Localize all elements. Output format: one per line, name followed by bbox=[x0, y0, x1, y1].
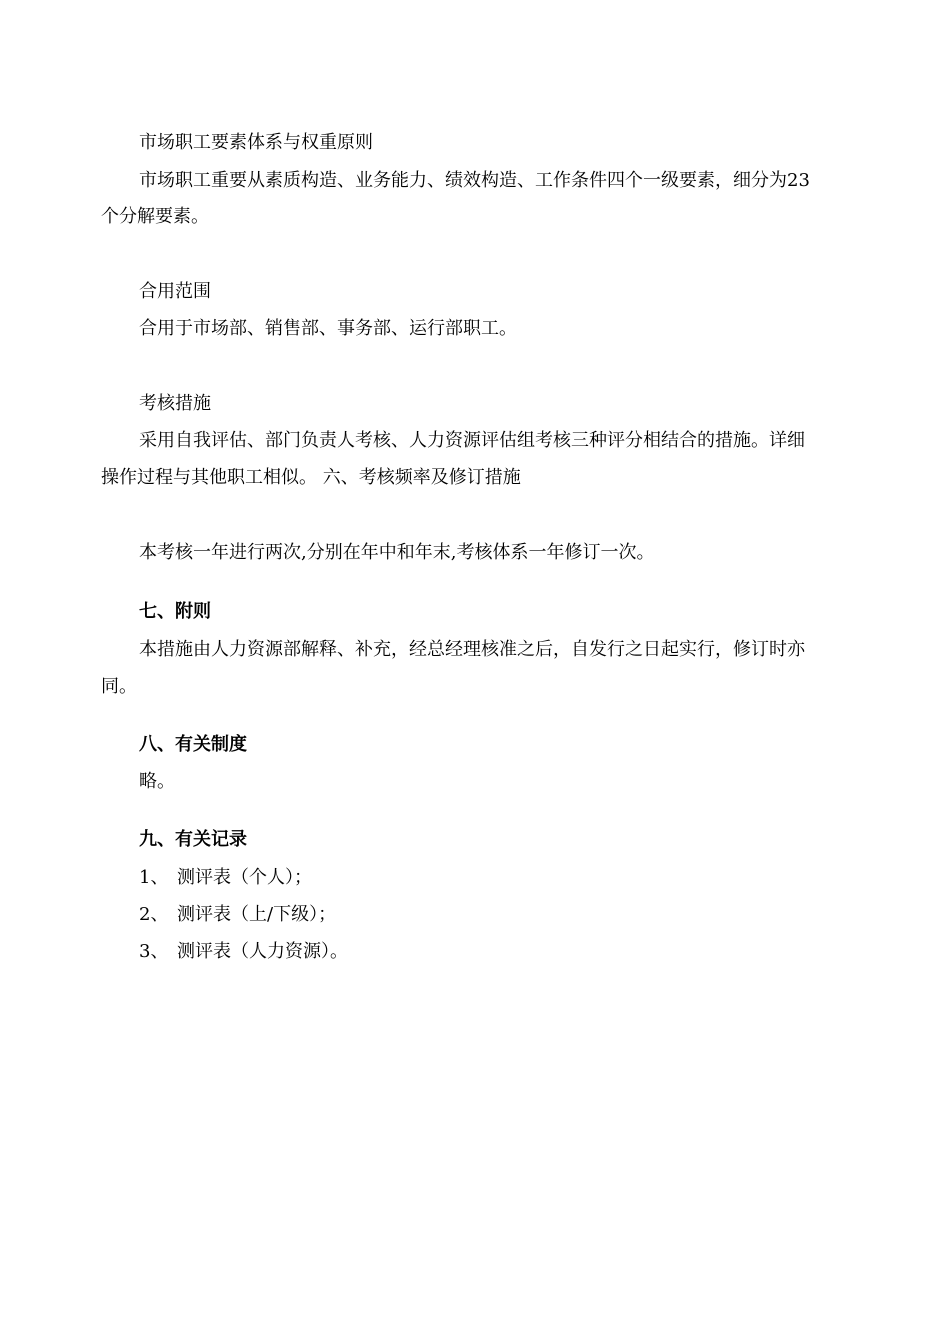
list-item bbox=[139, 866, 859, 890]
section-title-records: 九、有关记录 bbox=[139, 829, 247, 850]
list-item bbox=[139, 940, 859, 964]
paragraph-rules: 略。 bbox=[139, 771, 175, 792]
section-title-market: 市场职工要素体系与权重原则 bbox=[139, 132, 373, 153]
list-item-number: 1、 bbox=[139, 867, 169, 888]
paragraph-frequency: 本考核一年进行两次,分别在年中和年末,考核体系一年修订一次。 bbox=[139, 542, 655, 563]
list-item bbox=[139, 903, 859, 927]
list-item-number: 2、 bbox=[139, 904, 169, 925]
paragraph-market-1: 市场职工重要从素质构造、业务能力、绩效构造、工作条件四个一级要素，细分为23 bbox=[139, 170, 810, 191]
section-title-rules: 八、有关制度 bbox=[139, 734, 247, 755]
paragraph-method-1: 采用自我评估、部门负责人考核、人力资源评估组考核三种评分相结合的措施。详细 bbox=[139, 430, 805, 451]
section-title-appendix: 七、附则 bbox=[139, 601, 211, 622]
list-item-text: 测评表（人力资源）。 bbox=[177, 941, 348, 962]
list-item-text: 测评表（上/下级）； bbox=[177, 904, 337, 925]
section-title-method: 考核措施 bbox=[139, 393, 211, 414]
paragraph-market-2: 个分解要素。 bbox=[101, 206, 209, 227]
list-item-text: 测评表（个人）； bbox=[177, 867, 312, 888]
paragraph-method-2: 操作过程与其他职工相似。 六、考核频率及修订措施 bbox=[101, 467, 521, 488]
section-title-scope: 合用范围 bbox=[139, 281, 211, 302]
paragraph-appendix-1: 本措施由人力资源部解释、补充，经总经理核准之后，自发行之日起实行，修订时亦 bbox=[139, 639, 805, 660]
paragraph-appendix-2: 同。 bbox=[101, 676, 137, 697]
paragraph-scope: 合用于市场部、销售部、事务部、运行部职工。 bbox=[139, 318, 517, 339]
list-item-number: 3、 bbox=[139, 941, 169, 962]
